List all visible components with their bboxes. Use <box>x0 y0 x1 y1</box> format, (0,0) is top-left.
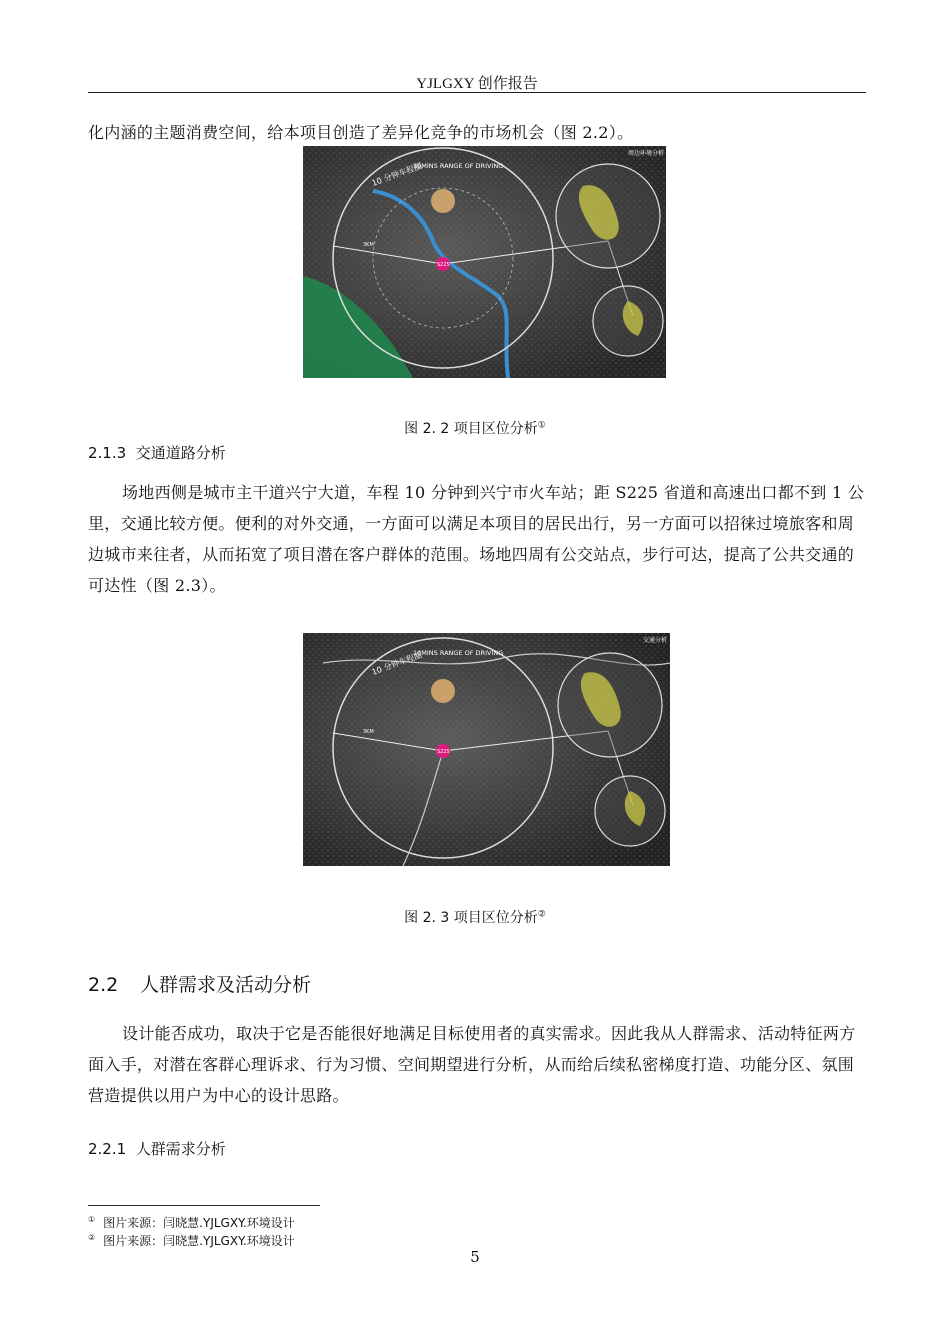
section-number: 2.2 <box>88 974 119 996</box>
map-title: 交通分析 <box>643 637 668 644</box>
section-number: 2.2.1 <box>88 1140 127 1158</box>
aerial-map-1 <box>303 146 666 378</box>
continuation-paragraph: 化内涵的主题消费空间，给本项目创造了差异化竞争的市场机会（图 2.2）。 <box>88 123 634 142</box>
footnote-2 <box>88 1232 295 1249</box>
ring-label-en: 10MINS RANGE OF DRIVING <box>413 649 504 657</box>
figure-caption-2 <box>0 907 950 927</box>
running-header: YJLGXY 创作报告 <box>416 76 538 92</box>
figure-location-map-2 <box>303 633 670 866</box>
road-label: S225 <box>437 749 450 755</box>
distance-label: 3KM <box>363 729 374 735</box>
ring-label: 10 分钟车程圈 <box>370 650 424 677</box>
aerial-map-2 <box>303 633 670 866</box>
section-title: 交通道路分析 <box>135 444 226 462</box>
section-heading-2-2 <box>88 970 311 997</box>
demand-paragraph: 设计能否成功，取决于它是否能很好地满足目标使用者的真实需求。因此我从人群需求、活动特征两方面入手，对潜在客群心理诉求、行为习惯、空间期望进行分析，从而给后续私密梯度打造、功能分区、氛围营造提供以用户为中心的设计思路。 <box>88 1024 856 1105</box>
distance-label: 3KM <box>363 242 374 248</box>
header-divider <box>88 92 866 93</box>
footnote-text: 图片来源：闫晓慧.YJLGXY.环境设计 <box>103 1216 295 1230</box>
traffic-paragraph: 场地西侧是城市主干道兴宁大道，车程 10 分钟到兴宁市火车站；距 S225 省道和高速出口都不到 1 公里，交通比较方便。便利的对外交通，一方面可以满足本项目的居民出行，另一方面可以招徕过境旅客和周边城市来往者，从而拓宽了项目潜在客户群体的范围。场地四周有公交站点，步行可达，提高了公共交通的可达性（图 2.3）。 <box>88 483 865 595</box>
caption-number: 图 2. 3 <box>404 910 450 926</box>
footnote-1 <box>88 1214 295 1231</box>
map-title: 周边环境分析 <box>628 150 665 157</box>
footnote-text: 图片来源：闫晓慧.YJLGXY.环境设计 <box>103 1234 295 1248</box>
caption-number: 图 2. 2 <box>404 421 450 437</box>
section-number: 2.1.3 <box>88 444 127 462</box>
section-title: 人群需求及活动分析 <box>140 974 312 996</box>
section-heading-2-1-3 <box>88 442 226 463</box>
footnote-ref[interactable]: ② <box>537 909 546 920</box>
figure-location-map-1 <box>303 146 666 378</box>
ring-label: 10 分钟车程圈 <box>370 161 424 188</box>
footnote-mark: ② <box>88 1233 96 1242</box>
page-number: 5 <box>470 1248 480 1266</box>
figure-caption-1 <box>0 418 950 438</box>
section-title: 人群需求分析 <box>135 1140 226 1158</box>
road-label: S225 <box>437 262 450 268</box>
caption-text: 项目区位分析 <box>453 910 538 926</box>
caption-text: 项目区位分析 <box>453 421 538 437</box>
section-heading-2-2-1 <box>88 1138 226 1159</box>
footnote-ref[interactable]: ① <box>537 420 546 431</box>
footnote-mark: ① <box>88 1215 96 1224</box>
ring-label-en: 10MINS RANGE OF DRIVING <box>413 162 504 170</box>
footnote-divider <box>88 1205 320 1206</box>
